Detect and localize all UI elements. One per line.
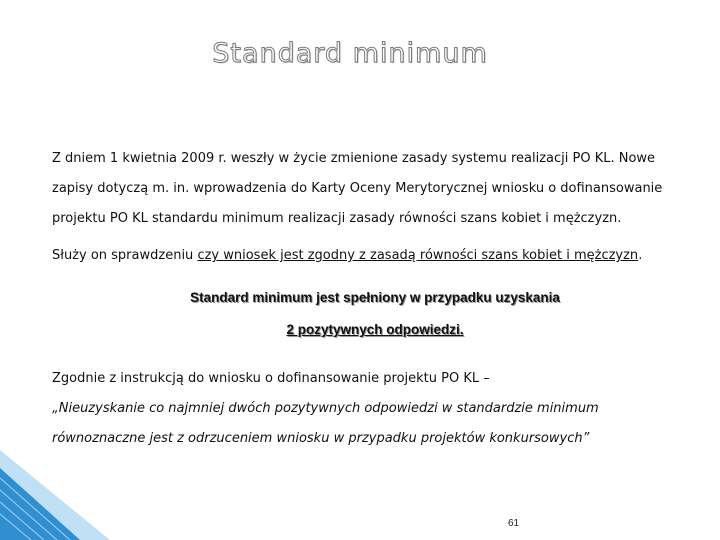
intro-paragraph: Z dniem 1 kwietnia 2009 r. weszły w życie zmienione zasady systemu realizacji PO KL. Nowe zapisy dotyczą m. in. wprowadzenia do Karty Oceny Merytorycznej wniosku o dofinansowanie projektu PO KL standardu minimum realizacji zasady równości szans kobiet i mężczyzn. [52, 151, 663, 226]
instruction-quote: „Nieuzyskanie co najmniej dwóch pozytywnych odpowiedzi w standardzie minimum równoznaczne jest z odrzuceniem wniosku w przypadku projektów konkursowych” [52, 401, 599, 446]
purpose-suffix: . [638, 248, 643, 263]
instruction-text: Zgodnie z instrukcją do wniosku o dofinansowanie projektu PO KL – [52, 371, 490, 386]
instruction-paragraph [52, 364, 692, 454]
page-number: 61 [508, 518, 520, 529]
highlight-line-2: 2 pozytywnych odpowiedzi. [286, 322, 464, 337]
highlight-line-1: Standard minimum jest spełniony w przypadku uzyskania [190, 290, 560, 305]
corner-decoration [0, 450, 110, 540]
slide-title: Standard minimum [212, 38, 488, 69]
purpose-underlined: czy wniosek jest zgodny z zasadą równości szans kobiet i mężczyzn [197, 248, 639, 263]
purpose-paragraph [52, 241, 692, 271]
purpose-prefix: Służy on sprawdzeniu [52, 248, 198, 263]
